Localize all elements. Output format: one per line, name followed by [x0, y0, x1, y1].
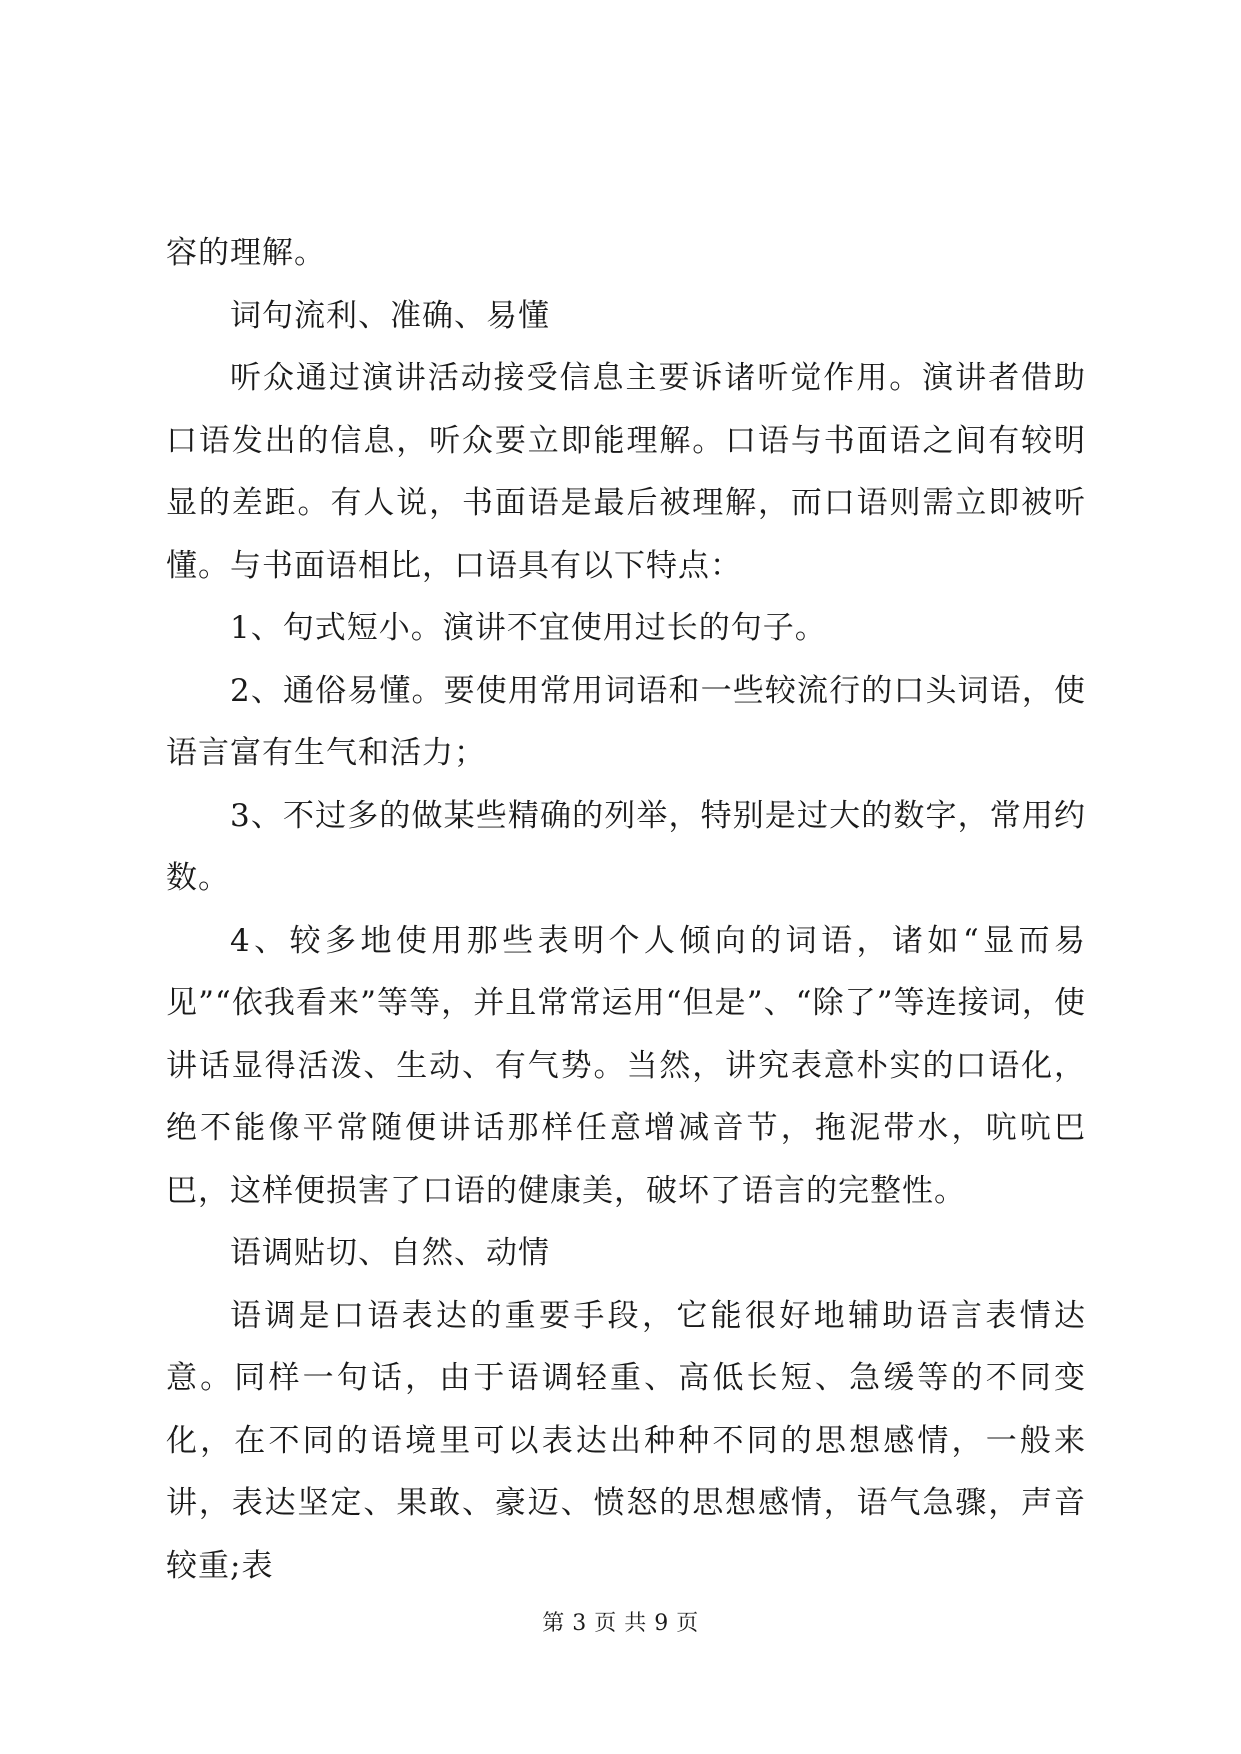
- section-heading: 词句流利、准确、易懂: [230, 297, 550, 334]
- list-item: 4、较多地使用那些表明个人倾向的词语，诸如“显而易见”“依我看来”等等，并且常常运用“但是”、“除了”等连接词，使讲话显得活泼、生动、有气势。当然，讲究表意朴实的口语化，绝不能像平常随便讲话那样任意增减音节，拖泥带水，吭吭巴巴，这样便损害了口语的健康美，破坏了语言的完整性。: [166, 922, 1086, 1209]
- list-item: 2、通俗易懂。要使用常用词语和一些较流行的口头词语，使语言富有生气和活力；: [166, 672, 1086, 771]
- paragraph: 容的理解。: [166, 235, 326, 271]
- page-footer: 第 3 页 共 9 页: [542, 1611, 699, 1636]
- list-item: 1、句式短小。演讲不宜使用过长的句子。: [230, 610, 827, 646]
- list-item: 3、不过多的做某些精确的列举，特别是过大的数字，常用约数。: [166, 797, 1086, 896]
- body-text: [166, 222, 1086, 1597]
- section-heading: 语调贴切、自然、动情: [230, 1235, 550, 1271]
- paragraph: 语调是口语表达的重要手段，它能很好地辅助语言表情达意。同样一句话，由于语调轻重、高低长短、急缓等的不同变化，在不同的语境里可以表达出种种不同的思想感情，一般来讲，表达坚定、果敢、豪迈、愤怒的思想感情，语气急骤，声音较重;表: [166, 1297, 1086, 1584]
- paragraph: 听众通过演讲活动接受信息主要诉诸听觉作用。演讲者借助口语发出的信息，听众要立即能理解。口语与书面语之间有较明显的差距。有人说，书面语是最后被理解，而口语则需立即被听懂。与书面语相比，口语具有以下特点：: [166, 360, 1086, 584]
